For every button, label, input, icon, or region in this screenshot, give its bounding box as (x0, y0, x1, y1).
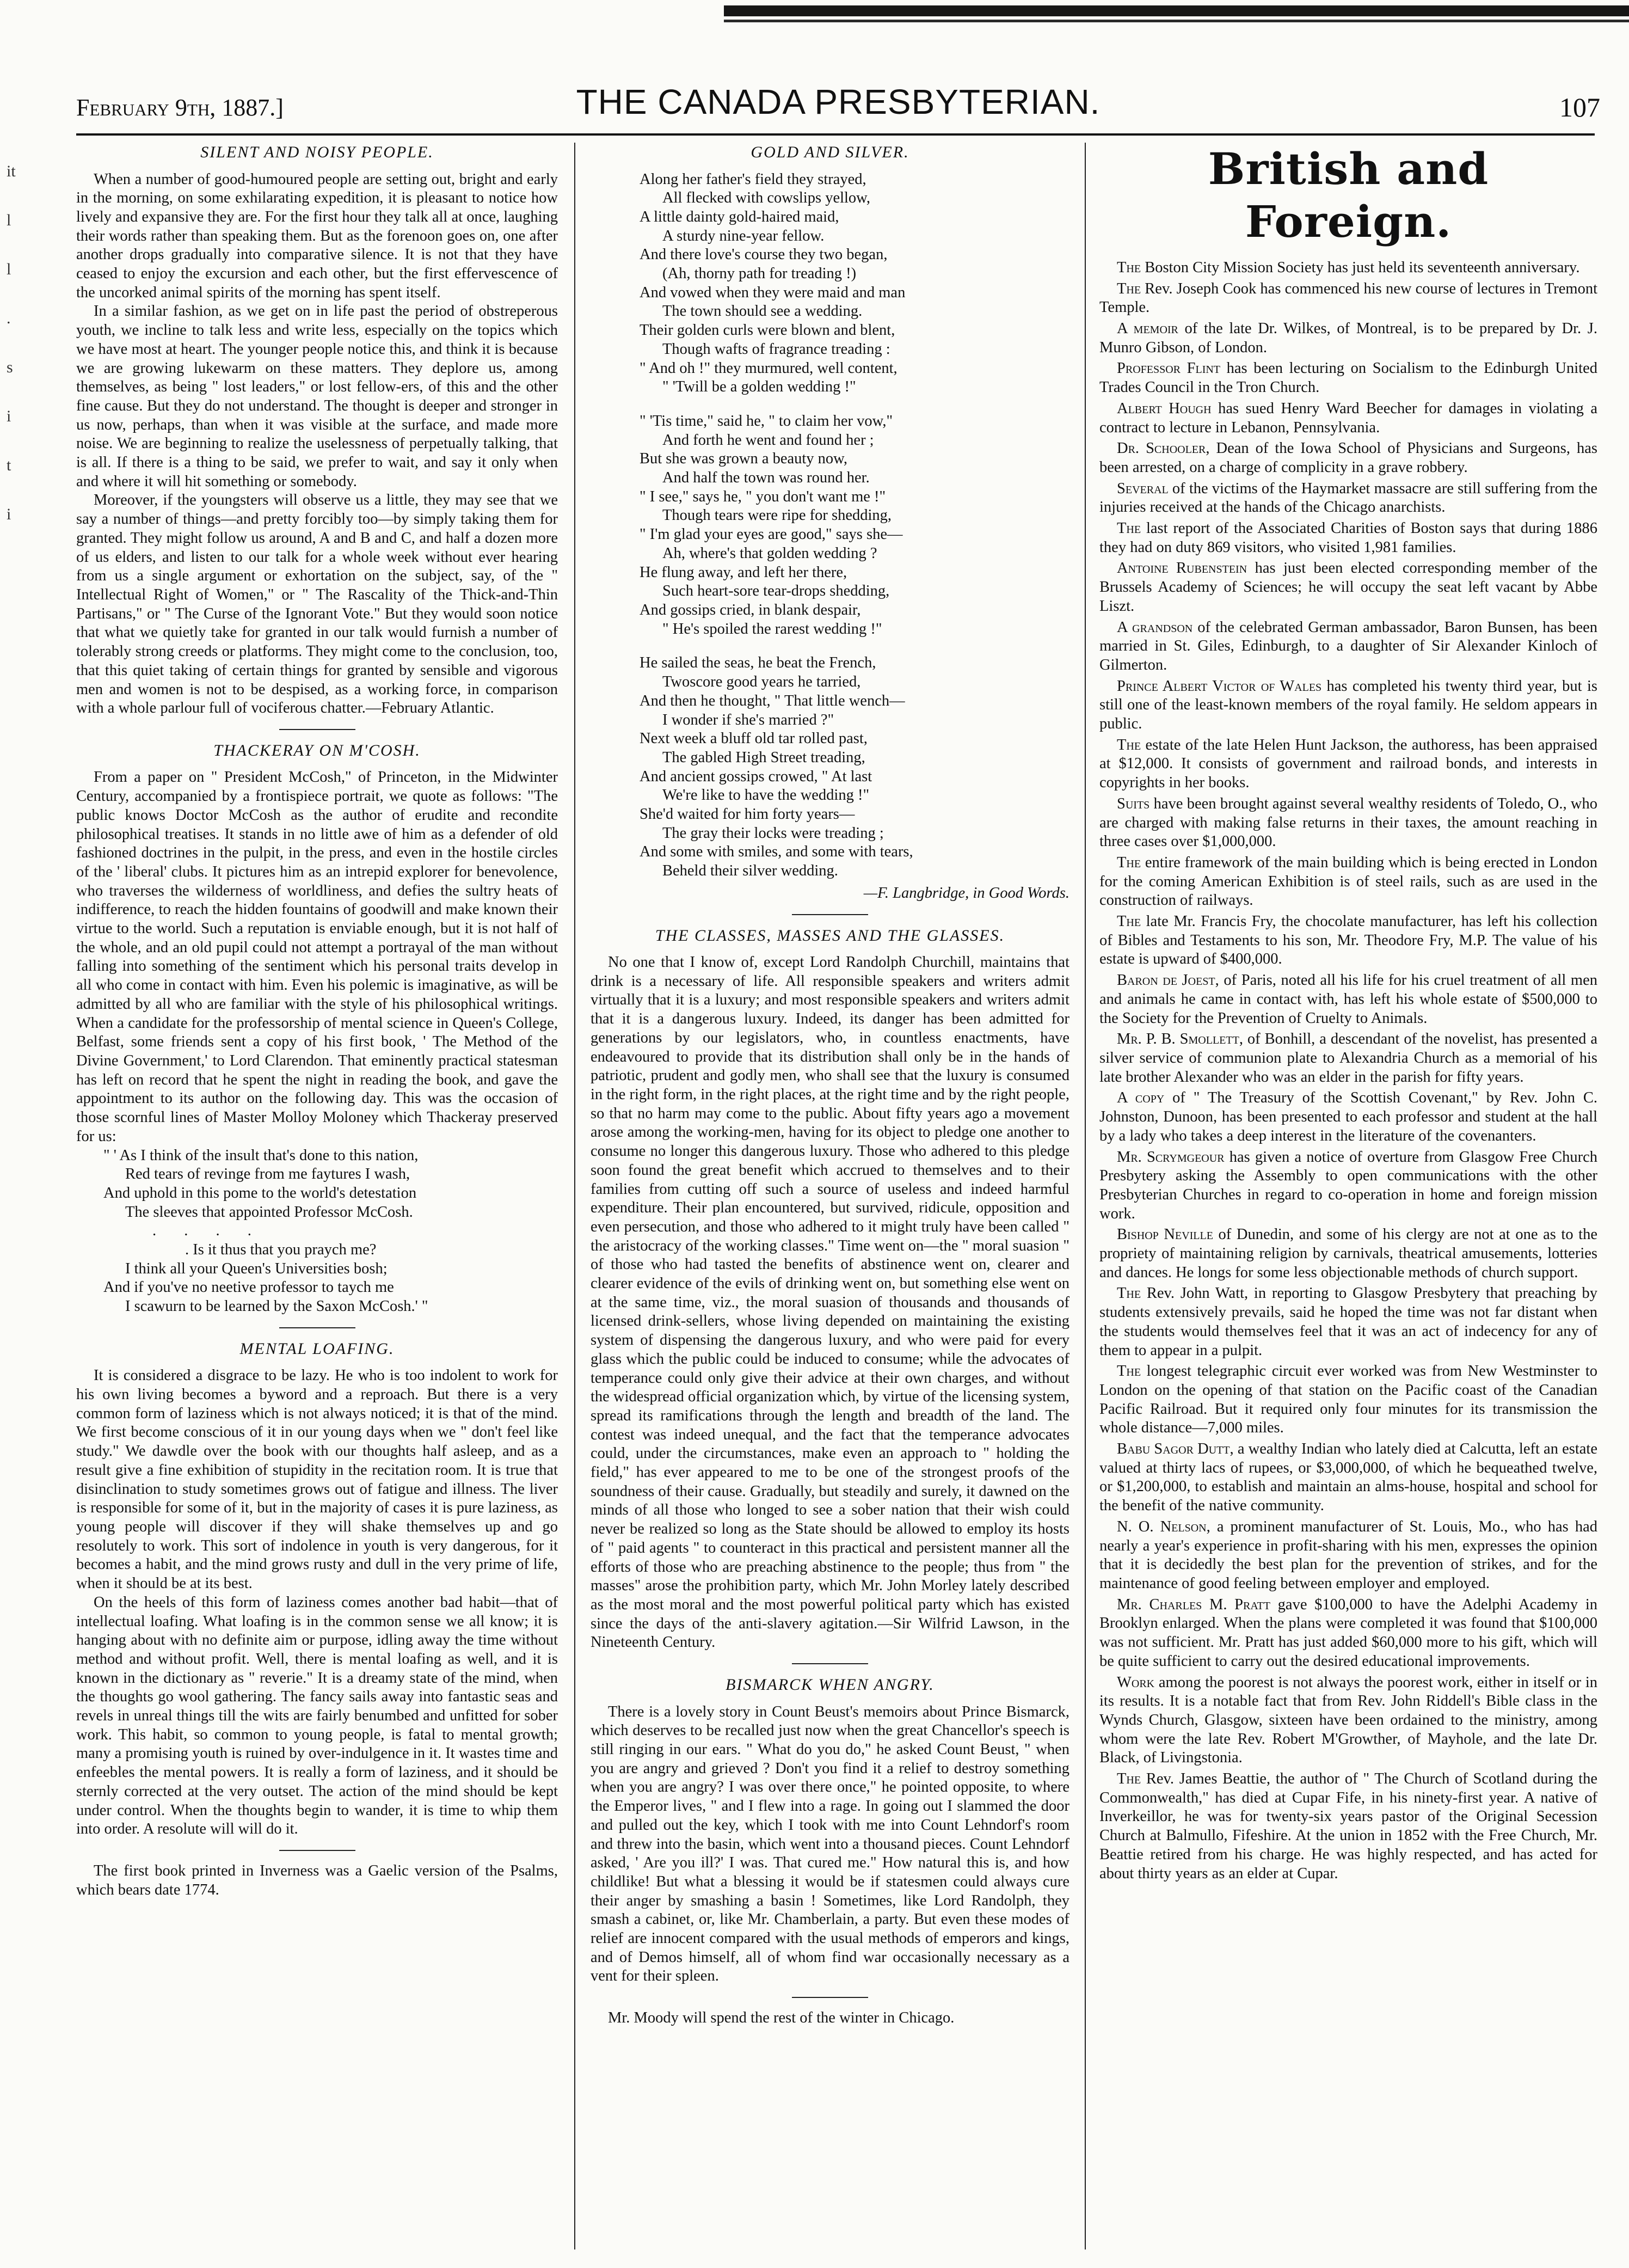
verse-line: The sleeves that appointed Professor McCosh. (125, 1203, 413, 1221)
poem-line: And there love's course they two began, (640, 246, 888, 263)
poem-line: A little dainty gold-haired maid, (640, 208, 839, 225)
verse-line: And if you've no neetive professor to taych me (103, 1279, 394, 1296)
poem-line: The gray their locks were treading ; (662, 824, 884, 842)
article-paragraph: Moreover, if the youngsters will observe us a little, they may see that we say a number of things—and pretty forcibly too—by simply taking them for granted. They might follow us around, A and B and C, and half a dozen more of us elders, and listen to our talk for a whole week without ever hearing from us a single argument or exhortation on the subject, say, of the " Intellectual Right of Women," or " The Rascality of the Thick-and-Thin Partisans," or " The Curse of the Ignorant Vote." But they would soon notice that what we quietly take for granted in our talk would furnish a number of tolerably strong creeds or platforms. They might come to the conclusion, too, that this quiet taking of certain things for granted by sensible and vigorous men and women is not to be despised, as a working force, in comparison with a whole parlour full of vociferous chatter.—February Atlantic. (76, 492, 558, 717)
margin-mark: t (7, 456, 11, 474)
verse-line: I scawurn to be learned by the Saxon McCosh.' " (125, 1298, 428, 1315)
news-item-lead: Several (1117, 480, 1169, 497)
article-title-classes-masses: THE CLASSES, MASSES AND THE GLASSES. (655, 926, 1005, 945)
poem-body (591, 170, 1069, 881)
news-item-text: Rev. John Watt, in reporting to Glasgow Presbytery that preaching by students extensively prevails, said he hoped the time was not far distant when the students would themselves feel that it was an act of indecency for any of them to appear in a pulpit. (1099, 1285, 1597, 1359)
news-item-text: has been lecturing on Socialism to the Edinburgh United Trades Council in the Tron Church. (1099, 360, 1597, 396)
article-title-bismarck: BISMARCK WHEN ANGRY. (726, 1676, 935, 1694)
news-item-lead: The (1117, 1770, 1141, 1788)
poem-line: " I see," says he, " you don't want me !" (640, 488, 886, 505)
poem-line: " 'Tis time," said he, " to claim her vow," (640, 412, 893, 430)
news-item-text: late Mr. Francis Fry, the chocolate manufacturer, has left his collection of Bibles and Testaments to his son, Mr. Theodore Fry, M.P. The value of his estate is upward of $400,000. (1099, 913, 1597, 968)
article-paragraph: No one that I know of, except Lord Randolph Churchill, maintains that drink is a necessary of life. All responsible speakers and writers admit virtually that it is a luxury; and most responsible speakers and writers admit that it is a dangerous luxury. Indeed, its danger has been admitted for generations by our legislators, who, in countless enactments, have endeavoured to provide that its distribution shall only be in the hands of patriotic, prudent and godly men, who shall see that the luxury is consumed in the right form, in the right places, at the right time and by the right people, so that no harm may come to the public. About fifty years ago a movement arose among the working-men, having for its object to pledge one another to consume no longer this dangerous luxury. Those who adhered to this pledge soon found the great benefit which accrued to themselves and to their families from cutting off such a source of useless and indeed harmful expenditure. Their plan encountered, but survived, ridicule, opposition and even persecution, and those who adhered to it might truly have been called " the aristocracy of the working classes." Time went on—the " moral suasion " of those who had tasted the benefits of abstinence went on, clearer and clearer evidence of the evils of drinking went on, but something else went on at the same time, viz., the moral suasion of thousands and thousands of licensed drink-sellers, whose living depended on maintaining the existing system of dispensing the dangerous luxury, and who were paid for every glass which the public could be induced to consume; while the advocates of temperance could only give their advice at their own charges, and without the widespread official organization which, by virtue of the licensing system, spread its ramifications through the length and breadth of the land. The contest was indeed unequal, and the fact that the temperance advocates could, under the circumstances, make even an approach to " holding the field," has ever appeared to me to be one of the strongest proofs of the soundness of their cause. Gradually, but steadily and surely, it dawned on the minds of all those who longed to see a sober nation that their wish could never be realized so long as the State should be allowed to employ its hosts of " paid agents " to counteract in this practical and persistent manner all the efforts of those who are preaching abstinence to the people; thus from " the masses" arose the prohibition party, which Mr. John Morley lately described as the most moral and the most powerful political party which has existed since the days of the anti-slavery agitation.—Sir Wilfrid Lawson, in the Nineteenth Century. (591, 954, 1069, 1651)
margin-mark: l (7, 211, 11, 229)
article-paragraph: From a paper on " President McCosh," of Princeton, in the Midwinter Century, accompanied by a frontispiece portrait, we quote as follows: "The public knows Doctor McCosh as the author of erudite and recondite philosophical treatises. It stands in no little awe of him as a defender of old fashioned doctrines in the pulpit, in the press, and even in the hostile circles of the ' liberal' clubs. It pictures him as an intrepid explorer for benevolence, who traverses the wilderness of worldliness, and defies the sultry heats of indifference, to reach the hidden fountains of goodwill and make known their virtue to the world. Such a reputation is enviable enough, but it is not half of the whole, and an old pupil could not attempt a portrayal of the man without falling into something of the sentiment which his personal traits develop in all who come in contact with him. Even his polemic is imaginative, as will be admitted by all who are familiar with the style of his philosophical writings. When a candidate for the professorship of mental science in Queen's College, Belfast, some friends sent a copy of his first book, ' The Method of the Divine Government,' to Lord Clarendon. That eminently practical statesman has left on record that he spent the night in reading the book, and gave the appointment to its author on the following day. This was the occasion of those scornful lines of Master Molloy Moloney which Thackeray preserved for us: (76, 769, 558, 1145)
news-item-lead: The (1117, 736, 1141, 753)
margin-mark: . (7, 309, 11, 327)
news-item (1099, 1030, 1597, 1087)
poem-line: And half the town was round her. (662, 469, 870, 487)
top-border-rule (724, 5, 1629, 16)
news-item-text: gave $100,000 to have the Adelphi Academy in Brooklyn enlarged. When the plans were completed it was found that $100,000 was not sufficient. Mr. Pratt has just added $60,000 more to his gift, which will be quite sufficient to carry out the desired educational improvements. (1099, 1596, 1597, 1670)
news-item-lead: The (1117, 1363, 1141, 1380)
news-item-lead: Work (1117, 1674, 1155, 1691)
poem-attribution: —F. Langbridge, in Good Words. (863, 884, 1069, 902)
article-paragraph: In a similar fashion, as we get on in life past the period of obstreperous youth, we incline to talk less and write less, especially on the topics which we have most at heart. The younger people notice this, and think it is because we are growing lukewarm on these matters. They deplore us, among themselves, as being " lost leaders," or lost fellow-ers, of this and the other fine cause. But they do not understand. The thought is deeper and stronger in us now, perhaps, than when it was visible at the surface, and made more noise. We are beginning to realize the uselessness of perpetually talking, that is all. If there is a thing to be said, we prefer to wait, and say it only when and where it will hit something or somebody. (76, 303, 558, 490)
news-item-lead: Prince Albert Victor of Wales (1117, 677, 1322, 695)
article-title-mental-loafing: MENTAL LOAFING. (239, 1339, 395, 1358)
news-item-text: of the late Dr. Wilkes, of Montreal, is to be prepared by Dr. J. Munro Gibson, of London. (1099, 320, 1597, 356)
news-item (1099, 1089, 1597, 1145)
news-item (1099, 736, 1597, 793)
poem-line: Twoscore good years he tarried, (662, 673, 861, 691)
news-item-lead: Bishop Neville (1117, 1226, 1213, 1243)
poem-line: Though wafts of fragrance treading : (662, 340, 890, 358)
margin-mark: s (7, 358, 13, 376)
news-item-text: of the victims of the Haymarket massacre are still suffering from the injuries received at the hands of the Chicago anarchists. (1099, 480, 1597, 516)
margin-mark: l (7, 260, 11, 278)
news-item-text: of the celebrated German ambassador, Baron Bunsen, has been married in St. Giles, Edinburgh, to a daughter of Sir Alexander Kinloch of Gilmerton. (1099, 618, 1597, 673)
poem-line: Though tears were ripe for shedding, (662, 507, 892, 524)
poem-line: Such heart-sore tear-drops shedding, (662, 583, 890, 600)
margin-marks (7, 147, 16, 539)
article-paragraph: It is considered a disgrace to be lazy. He who is too indolent to work for his own living becomes a byword and a reproach. But there is a very common form of laziness which is not always noticed; it is that of the mind. We first become conscious of it in our young days when we " don't feel like study." We dawdle over the book with our thoughts half asleep, and as a result give a fine exhibition of stupidity in the recitation room. It is true that disinclination to study sometimes grows out of fatigue and illness. The liver is responsible for some of it, but in the majority of cases it is pure laziness, as young people will discover if they will shake themselves up and go resolutely to work. This sort of indolence in youth is very dangerous, for it becomes a habit, and the mind grows rusty and dull in the very prime of life, when it should be at its best. (76, 1367, 558, 1592)
section-title-british-foreign: British and Foreign. (1208, 143, 1489, 248)
article-paragraph: There is a lovely story in Count Beust's memoirs about Prince Bismarck, which deserves to be recalled just now when the great Chancellor's speech is still ringing in our ears. " What do you do," he asked Count Beust, " when you are angry and grieved ? Don't you find it a relief to destroy something when you are angry? I was over there once," he pointed opposite, to where the Emperor lives, " and I flew into a rage. In going out I slammed the door and pulled out the key, which I took with me into Count Lehndorf's room and threw into the basin, which went into a thousand pieces. Count Lehndorf asked, ' Are you ill?' I was. That cured me." How natural this is, and how childlike! But what a blessing it would be if statesmen could always cure their anger by smashing a basin ! Sometimes, like Lord Randolph, they smash a cabinet, or, like Mr. Chamberlain, a party. But even these modes of relief are innocent compared with the usual methods of emperors and kings, and of Demos himself, all of whom find war occasionally necessary as a vent for their spleen. (591, 1703, 1069, 1985)
news-item (1099, 971, 1597, 1028)
news-item-text: a wealthy Indian who lately died at Calcutta, left an estate valued at thirty lacs of rupees, or $3,000,000, of which he bequeathed twelve, or $1,200,000, to establish and maintain an alms-house, hospital and school for the benefit of the native community. (1099, 1441, 1597, 1515)
news-item-list (1099, 259, 1597, 1883)
poem-line: Next week a bluff old tar rolled past, (640, 730, 868, 747)
news-item-lead: Babu Sagor Dutt, (1117, 1441, 1234, 1458)
news-item (1099, 439, 1597, 477)
header-rule (76, 133, 1595, 136)
news-item-lead: Professor Flint (1117, 360, 1221, 377)
article-title-thackeray: THACKERAY ON M'COSH. (213, 741, 421, 759)
news-item-text: has completed his twenty third year, but is still one of the least-known members of the royal family. He seldom appears in public. (1099, 677, 1597, 733)
column-left (76, 143, 558, 2255)
poem-line: A sturdy nine-year fellow. (662, 227, 825, 244)
news-item-text: have been brought against several wealthy residents of Toledo, O., who are charged with making false returns in their taxes, the amount reaching in three cases over $1,000,000. (1099, 795, 1597, 850)
news-item (1099, 677, 1597, 734)
news-item-text: of Dunedin, and some of his clergy are not at one as to the propriety of maintaining religion by carnivals, theatrical amusements, lotteries and dances. He longs for some less objectionable methods of church support. (1099, 1226, 1597, 1281)
column-divider (574, 143, 575, 2249)
news-item-text: a prominent manufacturer of St. Louis, Mo., who has had nearly a year's experience in profit-sharing with his men, expresses the opinion that it is decidedly the best plan for the prevention of strikes, and for the maintenance of good feeling between employer and employed. (1099, 1518, 1597, 1592)
margin-mark: i (7, 505, 11, 523)
verse-line: I think all your Queen's Universities bosh; (125, 1260, 388, 1277)
poem-line: The town should see a wedding. (662, 303, 863, 320)
verse-line: And uphold in this pome to the world's detestation (103, 1184, 417, 1202)
news-item-text: Dean of the Iowa School of Physicians and Surgeons, has been arrested, on a charge of complicity in a grave robbery. (1099, 440, 1597, 476)
news-item (1099, 854, 1597, 910)
poem-line: All flecked with cowslips yellow, (662, 189, 871, 207)
news-item (1099, 1674, 1597, 1768)
news-item-lead: The (1117, 854, 1141, 871)
news-item-text: of Bonhill, a descendant of the novelist, has presented a silver service of communion plate to Alexandria Church as a memorial of his late brother Alexander who was an elder in the parish for fifty years. (1099, 1031, 1597, 1086)
section-separator (279, 729, 355, 730)
news-item (1099, 618, 1597, 675)
news-item-lead: Antoine Rubenstein (1117, 560, 1247, 577)
news-item (1099, 320, 1597, 357)
news-item (1099, 795, 1597, 851)
poem-line: He sailed the seas, he beat the French, (640, 654, 876, 672)
news-item-lead: A copy (1117, 1089, 1165, 1107)
news-footnote: Mr. Moody will spend the rest of the winter in Chicago. (608, 2009, 955, 2027)
section-separator (792, 1997, 868, 1998)
news-item-text: has just been elected corresponding member of the Brussels Academy of Sciences; he will occupy the seat left vacant by Abbe Liszt. (1099, 560, 1597, 615)
poem-line: I wonder if she's married ?" (662, 711, 834, 728)
news-item (1099, 1362, 1597, 1438)
poem-line: Their golden curls were blown and blent, (640, 322, 895, 339)
news-item-lead: The (1117, 280, 1141, 297)
news-item (1099, 359, 1597, 397)
margin-mark: i (7, 407, 11, 425)
issue-date: February 9th, 1887.] (76, 94, 284, 121)
poem-line: Along her father's field they strayed, (640, 170, 866, 188)
page-header (76, 82, 1600, 131)
column-middle (591, 143, 1069, 2255)
news-item-text: has sued Henry Ward Beecher for damages in violating a contract to lecture in Lebanon, Pennsylvania. (1099, 400, 1597, 436)
news-item (1099, 519, 1597, 557)
verse-line: . Is it thus that you praych me? (185, 1241, 377, 1259)
news-item-text: of Paris, noted all his life for his cruel treatment of all men and animals he came in contact with, has left his whole estate of $500,000 to the Society for the Prevention of Cruelty to Animals. (1099, 972, 1597, 1027)
news-item-text: among the poorest is not always the poorest work, either in itself or in its results. It is a notable fact that from Rev. John Riddell's Bible class in the Wynds Church, Glasgow, sixteen have been ordained to the ministry, among whom were the late Rev. Robert M'Growther, of Mayhole, and the late Dr. Black, of Livingstonia. (1099, 1674, 1597, 1767)
newspaper-title: THE CANADA PRESBYTERIAN. (576, 82, 1101, 121)
poem-line: Ah, where's that golden wedding ? (662, 544, 877, 562)
article-paragraph: When a number of good-humoured people are setting out, bright and early in the morning, on some exhilarating expedition, it is pleasant to notice how lively and expansive they are. For the first hour they talk all at once, laughing their words rather than speaking them. But as the forenoon goes on, one after another drops gradually into comparative silence. It is not that they have ceased to enjoy the excursion and each other, but the first effervescence of the uncorked animal spirits of the morning has spent itself. (76, 170, 558, 301)
news-item (1099, 559, 1597, 616)
news-item-lead: N. O. Nelson, (1117, 1518, 1210, 1535)
news-item-lead: Mr. Charles M. Pratt (1117, 1596, 1270, 1613)
news-item (1099, 400, 1597, 437)
poem-line: She'd waited for him forty years— (640, 806, 855, 823)
margin-mark: it (7, 162, 16, 180)
poem-line: But she was grown a beauty now, (640, 450, 848, 468)
poem-line: Beheld their silver wedding. (662, 862, 838, 880)
news-item (1099, 1148, 1597, 1224)
poem-line: And some with smiles, and some with tears, (640, 843, 913, 861)
news-item-lead: The (1117, 520, 1141, 537)
news-item (1099, 1284, 1597, 1360)
news-item-text: Rev. Joseph Cook has commenced his new course of lectures in Tremont Temple. (1099, 280, 1597, 316)
news-item (1099, 1596, 1597, 1671)
news-footnote: The first book printed in Inverness was a Gaelic version of the Psalms, which bears date 1774. (76, 1862, 558, 1898)
news-item-lead: Albert Hough (1117, 400, 1212, 417)
section-separator (279, 1327, 355, 1328)
news-item-text: Rev. James Beattie, the author of " The Church of Scotland during the Commonwealth," has died at Cupar Fife, in his ninety-first year. A native of Inverkeillor, he was for twenty-six years pastor of the Original Secession Church at Balmullo, Fifeshire. At the union in 1852 with the Free Church, Mr. Beattie retired from his charge. He was highly respected, and has acted for about thirty years as an elder at Cupar. (1099, 1770, 1597, 1882)
news-item (1099, 1518, 1597, 1593)
section-separator (279, 1850, 355, 1851)
verse-line: Red tears of revinge from me faytures I wash, (125, 1166, 410, 1183)
news-item-text: last report of the Associated Charities of Boston says that during 1886 they had on duty 869 visitors, who visited 1,981 families. (1099, 520, 1597, 556)
poem-line: " And oh !" they murmured, well content, (640, 359, 898, 377)
news-item-text: Boston City Mission Society has just held its seventeenth anniversary. (1141, 259, 1580, 276)
news-item-text: estate of the late Helen Hunt Jackson, the authoress, has been appraised at $12,000. It consists of government and railroad bonds, and interests in copyrights in her books. (1099, 736, 1597, 792)
section-separator (792, 914, 868, 915)
news-item-lead: Dr. Schooler, (1117, 440, 1210, 457)
verse-ellipsis: . . . . (152, 1222, 263, 1240)
news-item-lead: The (1117, 913, 1141, 930)
news-item-text: has given a notice of overture from Glasgow Free Church Presbytery asking the Assembly to open communications with the other Presbyterian Churches in regard to co-operation in home and foreign mission work. (1099, 1148, 1597, 1222)
poem-line: " He's spoiled the rarest wedding !" (662, 620, 882, 638)
poem-line: He flung away, and left her there, (640, 563, 847, 581)
news-item-lead: Baron de Joest, (1117, 972, 1219, 989)
poem-title-gold-silver: GOLD AND SILVER. (751, 143, 909, 161)
news-item-lead: A memoir (1117, 320, 1178, 337)
news-item-lead: Mr. Scrymgeour (1117, 1148, 1225, 1166)
top-border-rule-thin (724, 20, 1629, 22)
news-item-lead: Mr. P. B. Smollett, (1117, 1031, 1243, 1048)
poem-line: And then he thought, " That little wench— (640, 692, 905, 709)
news-item (1099, 280, 1597, 317)
news-item (1099, 912, 1597, 969)
article-paragraph: On the heels of this form of laziness comes another bad habit—that of intellectual loafing. What loafing is in the common sense we all know; it is hanging about with no definite aim or purpose, idling away the time without method and without profit. Well, there is mental loafing as well, and it is known in the dictionary as " reverie." It is a dreamy state of the mind, when the thoughts go wool gathering. The fancy sails away into fantastic seas and revels in unreal things till the wits are fairly benumbed and unfitted for sober work. This habit, so common to young people, is fatal to mental growth; many a promising youth is ruined by over-indulgence in it. It wastes time and enfeebles the mental powers. It is really a form of laziness, and it should be sternly corrected at the very outset. The action of the mind should be kept under control. When the thoughts begin to wander, it is time to whip them into order. A resolute will will do it. (76, 1593, 558, 1838)
news-item-lead: The (1117, 259, 1141, 276)
poem-line: And vowed when they were maid and man (640, 284, 906, 301)
news-item-text: longest telegraphic circuit ever worked was from New Westminster to London on the opening of that station on the Pacific coast of the Canadian Pacific Railroad. But it required only four minutes for its transmission the whole distance—7,000 miles. (1099, 1363, 1597, 1437)
poem-line: " I'm glad your eyes are good," says she— (640, 526, 903, 543)
poem-line: " 'Twill be a golden wedding !" (662, 378, 856, 396)
poem-line: The gabled High Street treading, (662, 749, 865, 766)
page-number: 107 (1559, 92, 1600, 122)
news-item (1099, 480, 1597, 517)
news-item (1099, 259, 1597, 278)
poem-line: (Ah, thorny path for treading !) (662, 265, 857, 283)
column-right (1099, 143, 1597, 2255)
section-separator (792, 1663, 868, 1664)
verse-line: " ' As I think of the insult that's done to this nation, (103, 1147, 419, 1164)
verse-quote (76, 1147, 558, 1316)
news-item-lead: The (1117, 1285, 1141, 1302)
poem-line: And forth he went and found her ; (662, 431, 874, 449)
news-item (1099, 1440, 1597, 1516)
news-item-lead: A grandson (1117, 618, 1193, 636)
poem-line: And gossips cried, in blank despair, (640, 602, 861, 618)
news-item (1099, 1770, 1597, 1883)
news-item-text: entire framework of the main building which is being erected in London for the coming American Exhibition is of steel rails, such as are used in the construction of railways. (1099, 854, 1597, 909)
poem-line: We're like to have the wedding !" (662, 787, 870, 804)
news-item (1099, 1225, 1597, 1282)
poem-line: And ancient gossips crowed, " At last (640, 768, 872, 785)
column-divider (1085, 143, 1086, 2249)
news-item-lead: Suits (1117, 795, 1150, 812)
article-title-silent-noisy: SILENT AND NOISY PEOPLE. (200, 143, 434, 161)
news-item-text: of " The Treasury of the Scottish Covenant," by Rev. John C. Johnston, Dunoon, has been presented to each professor and student at the hall by a lady who takes a deep interest in the literature of the covenanters. (1099, 1089, 1597, 1144)
